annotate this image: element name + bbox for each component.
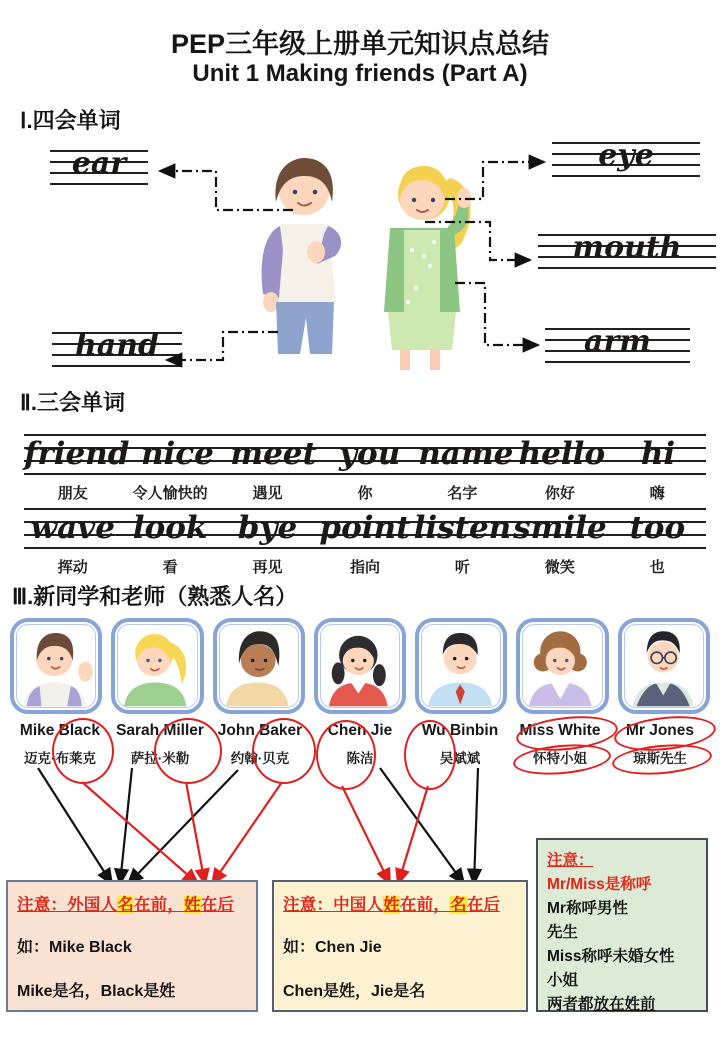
portrait-mr-jones-icon <box>622 622 706 710</box>
page-title: PEP三年级上册单元知识点总结 <box>170 29 550 59</box>
word-point: point <box>319 510 411 546</box>
zhname-miss-white: 怀特小姐 <box>533 751 587 766</box>
word-smile: smile <box>513 510 607 546</box>
note-titles-line5: 小姐 <box>547 972 579 990</box>
zh-listen: 听 <box>454 559 470 576</box>
portrait-chen-jie-icon <box>318 622 402 710</box>
name-john-baker: John Baker <box>217 722 303 739</box>
note-foreign-names <box>6 880 258 1012</box>
highlight-family-cn: 姓 <box>383 896 400 914</box>
bodypart-connector-lines <box>0 140 720 390</box>
word-bye: bye <box>237 510 298 546</box>
note-titles-line2: Mr称呼男性 <box>547 900 628 918</box>
card-sarah-miller <box>111 618 203 714</box>
word-arm: arm <box>584 324 651 359</box>
section1-heading: Ⅰ.四会单词 <box>20 108 121 133</box>
name-chen-jie: Chen Jie <box>327 722 393 739</box>
highlight-given-cn: 名 <box>450 896 467 914</box>
card-mr-jones <box>618 618 710 714</box>
note-foreign-explain: Mike是名，Black是姓 <box>17 983 176 1000</box>
zhname-sarah-miller: 萨拉·米勒 <box>130 751 190 766</box>
zhname-wu-binbin: 吴斌斌 <box>439 751 481 766</box>
word-nice: nice <box>140 436 214 472</box>
zhname-mr-jones: 琼斯先生 <box>633 751 687 766</box>
zh-bye: 再见 <box>252 559 283 576</box>
people-cards <box>10 618 710 714</box>
note-foreign-example: 如：Mike Black <box>17 939 132 956</box>
zh-hi: 嗨 <box>649 485 665 502</box>
word-too: too <box>629 510 686 546</box>
row2-translations <box>24 556 706 577</box>
zh-meet: 遇见 <box>252 485 283 502</box>
portrait-john-baker-icon <box>217 622 301 710</box>
note-chinese-names <box>272 880 528 1012</box>
portrait-sarah-miller-icon <box>115 622 199 710</box>
portrait-wu-binbin-icon <box>419 622 503 710</box>
word-hi: hi <box>640 436 676 472</box>
zhname-john-baker: 约翰·贝克 <box>230 751 290 766</box>
note-titles-line3: 先生 <box>547 924 579 942</box>
card-chen-jie <box>314 618 406 714</box>
word-name: name <box>418 436 514 472</box>
zh-look: 看 <box>162 559 178 576</box>
word-you: you <box>339 436 401 472</box>
unit-subtitle: Unit 1 Making friends (Part A) <box>192 60 528 87</box>
zh-nice: 令人愉快的 <box>132 485 208 502</box>
card-mike-black <box>10 618 102 714</box>
name-mike-black: Mike Black <box>19 722 101 739</box>
section3-heading: Ⅲ.新同学和老师（熟悉人名） <box>12 584 298 609</box>
zhname-chen-jie: 陈洁 <box>346 751 374 766</box>
note-titles <box>536 838 708 1012</box>
note-chinese-explain: Chen是姓，Jie是名 <box>283 983 426 1000</box>
note-titles-line6: 两者都放在姓前 <box>547 996 656 1014</box>
zh-name: 名字 <box>447 485 478 502</box>
name-miss-white: Miss White <box>519 722 601 739</box>
word-hand: hand <box>74 328 160 363</box>
card-wu-binbin <box>415 618 507 714</box>
note-titles-emphasis: 放在姓前 <box>593 996 656 1014</box>
highlight-given: 名 <box>117 896 134 914</box>
name-wu-binbin: Wu Binbin <box>421 722 499 739</box>
name-mr-jones: Mr Jones <box>625 722 695 739</box>
zh-hello: 你好 <box>544 485 575 502</box>
zh-wave: 挥动 <box>57 559 88 576</box>
word-listen: listen <box>413 510 512 546</box>
note-chinese-example: 如：Chen Jie <box>283 939 382 956</box>
card-john-baker <box>213 618 305 714</box>
note-foreign-title: 注意：外国人名在前，姓在后 <box>17 896 235 914</box>
zh-smile: 微笑 <box>544 559 575 576</box>
portrait-miss-white-icon <box>520 622 604 710</box>
word-look: look <box>132 510 208 546</box>
note-titles-label: 注意： <box>547 852 594 869</box>
staff-row1 <box>24 434 706 475</box>
zh-friend: 朋友 <box>57 485 88 502</box>
zh-too: 也 <box>649 559 665 576</box>
zhname-mike-black: 迈克·布莱克 <box>24 751 96 766</box>
word-wave: wave <box>30 510 115 546</box>
word-eye: eye <box>598 138 654 173</box>
zh-you: 你 <box>357 485 373 502</box>
highlight-family: 姓 <box>184 896 201 914</box>
word-friend: friend <box>24 436 130 472</box>
note-titles-line1: Mr/Miss是称呼 <box>547 876 652 894</box>
staff-row2 <box>24 508 706 549</box>
section2-heading: Ⅱ.三会单词 <box>20 390 125 415</box>
card-miss-white <box>516 618 608 714</box>
zh-point: 指向 <box>349 559 380 576</box>
note-chinese-title: 注意：中国人姓在前，名在后 <box>283 896 501 914</box>
note-titles-line4: Miss称呼未婚女性 <box>547 948 675 966</box>
word-hello: hello <box>518 436 606 472</box>
word-ear: ear <box>71 146 127 181</box>
word-meet: meet <box>230 436 317 472</box>
portrait-mike-black-icon <box>14 622 98 710</box>
name-sarah-miller: Sarah Miller <box>116 722 204 739</box>
row1-translations <box>24 482 706 503</box>
word-mouth: mouth <box>572 230 682 265</box>
